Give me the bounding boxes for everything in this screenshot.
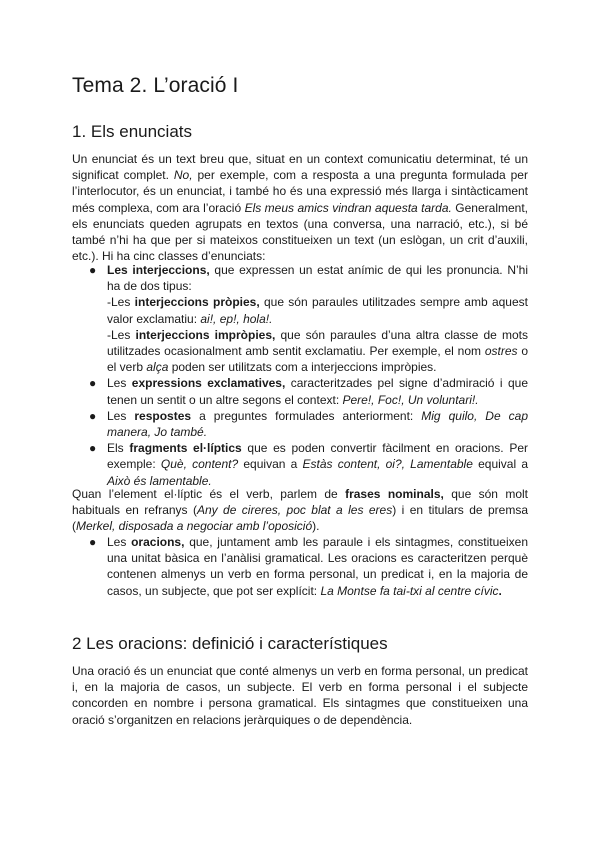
text-run: que es poden convertir fàcilment en oracions. Per exemple: (107, 441, 528, 472)
text-run: a preguntes formulades anteriorment: (191, 408, 422, 423)
example-text: ai!, ep!, hola!. (200, 311, 273, 326)
example-text: ostres (484, 344, 518, 359)
term: interjeccions pròpies, (134, 295, 260, 310)
example-text: Estàs content, oi?, Lamentable (302, 457, 473, 472)
example-text: No, (173, 168, 193, 183)
text-run: per exemple, com a resposta a una pregunta formulada per l’interlocutor, és un enunciat, i també ho és una expressió més llarga i sintàcticament més complexa, com ara l’oració (72, 168, 528, 215)
example-text: Això és lamentable. (107, 473, 212, 488)
sub-item-propies (107, 294, 528, 326)
text-run: poden ser utilitzats com a interjeccions impròpies. (168, 360, 437, 375)
term: respostes (134, 408, 192, 423)
text-run: equival a (472, 457, 529, 472)
term: Les interjeccions, (107, 263, 210, 277)
term: fragments el·líptics (129, 441, 242, 456)
bullet-icon: ● (89, 535, 97, 549)
text-run: Els (107, 441, 130, 456)
text-run: que són molt habituals en refranys ( (72, 487, 528, 518)
oracio-definition-paragraph: Una oració és un enunciat que conté almenys un verb en forma personal, un predicat i, en la majoria de casos, un subjecte. El verb en forma personal i el subjecte concorden en nombre i persona gramatical. Els sintagmes que constitueixen una oració s’organitzen en relacions jeràrquiques o de dependència. (72, 664, 528, 727)
text-run: Quan l’element el·líptic és el verb, parlem de (72, 487, 346, 501)
text-run: Un enunciat és un text breu que, situat en un context comunicatiu determinat, té un significat complet. (72, 152, 528, 183)
list-item-oracions (72, 534, 528, 599)
term: expressions exclamatives, (131, 376, 286, 391)
example-text: Els meus amics vindran aquesta tarda. (244, 200, 452, 215)
text-run: -Les (107, 327, 136, 342)
example-text: Mig quilo, De cap manera, Jo també. (107, 408, 528, 440)
bullet-icon: ● (89, 408, 97, 423)
example-text: Què, content? (160, 457, 239, 472)
list-item-respostes (72, 408, 528, 440)
text-run: o el verb (107, 344, 529, 375)
list-item-fragments (72, 440, 528, 489)
frases-nominals-paragraph (72, 486, 528, 535)
bullet-icon: ● (89, 376, 97, 391)
text-run: Les (107, 376, 132, 391)
section-heading-oracions: 2 Les oracions: definició i característiques (72, 634, 388, 653)
list-item-exclamatives (72, 375, 528, 407)
text-run: que expressen un estat anímic de qui les pronuncia. N’hi ha de dos tipus: (107, 263, 528, 294)
enunciat-types-list (72, 262, 528, 489)
text-run: Les (107, 408, 135, 423)
text-run: que, juntament amb les paraule i els sintagmes, constitueixen una unitat bàsica en l’anàlisi gramatical. Les oracions es caracteritzen perquè contenen almenys un verb en forma personal, un predicat i, en la majoria de casos, un subjecte, que pot ser explícit: (107, 535, 528, 598)
term: frases nominals, (345, 487, 444, 501)
text-run: . (498, 583, 502, 598)
text-run: -Les (107, 295, 135, 310)
page-title: Tema 2. L’oració I (72, 74, 239, 97)
term: oracions, (131, 535, 185, 549)
text-run: caracteritzades pel signe d’admiració i que tenen un sentit o un altre segons el context: (107, 376, 528, 407)
sub-item-impropies (107, 327, 528, 376)
term: interjeccions impròpies, (135, 327, 276, 342)
example-text: Pere!, Foc!, Un voluntari!. (342, 392, 479, 407)
example-text: Any de cireres, poc blat a les eres (196, 503, 393, 518)
list-item-interjeccions (72, 262, 528, 375)
text-run: Generalment, els enunciats queden agrupats en textos (una conversa, una narració, etc.), si bé també n’hi ha que per si mateixos constitueixen un text (un eslògan, un crit d’auxili, etc.). Hi ha cinc classes d’enunciats: (72, 200, 528, 264)
bullet-icon: ● (89, 441, 97, 456)
text-run: ) i en titulars de premsa ( (72, 503, 528, 534)
oracions-list (72, 534, 528, 599)
text-run: Les (107, 535, 132, 549)
intro-paragraph (72, 151, 528, 264)
text-run: ). (312, 519, 320, 534)
text-run: que són paraules utilitzades sempre amb aquest valor exclamatiu: (107, 295, 528, 326)
example-text: La Montse fa tai-txi al centre cívic (320, 583, 499, 598)
example-text: Merkel, disposada a negociar amb l’oposició (76, 519, 313, 534)
example-text: alça (146, 360, 169, 375)
text-run: que són paraules d’una altra classe de mots utilitzades ocasionalment amb sentit exclamatiu. Per exemple, el nom (107, 327, 528, 359)
text-run: equivan a (238, 457, 303, 472)
section-heading-enunciats: 1. Els enunciats (72, 122, 193, 141)
bullet-icon: ● (89, 263, 97, 277)
